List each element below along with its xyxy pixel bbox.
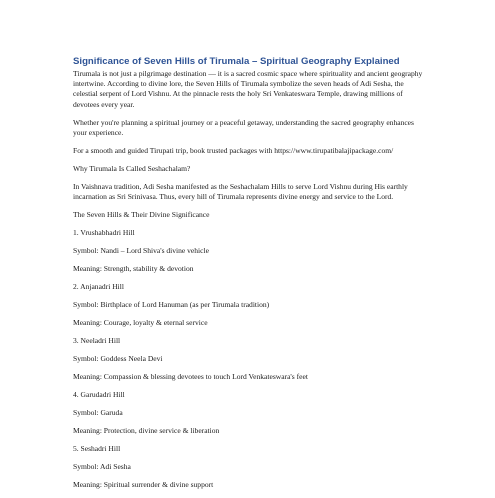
seshachalam-heading: Why Tirumala Is Called Seshachalam?: [73, 163, 191, 173]
hill-5-name: 5. Seshadri Hill: [73, 444, 121, 454]
seshachalam-paragraph: In Vaishnava tradition, Adi Sesha manifested as the Seshachalam Hills to serve Lord Vishnu during His earthly incarnation as Sri Srinivasa. Thus, every hill of Tirumala represents divine energy and service to the Lord.: [73, 181, 408, 202]
hill-2-meaning: Meaning: Courage, loyalty & eternal service: [73, 318, 208, 328]
hill-3-meaning: Meaning: Compassion & blessing devotees to touch Lord Venkateswara's feet: [73, 372, 308, 382]
hill-5-meaning: Meaning: Spiritual surrender & divine support: [73, 480, 214, 490]
hill-5-symbol: Symbol: Adi Sesha: [73, 462, 131, 472]
document-page: [73, 56, 425, 498]
booking-paragraph: For a smooth and guided Tirupati trip, book trusted packages with https://www.tirupatibalajipackage.com/: [73, 145, 394, 155]
document-title: Significance of Seven Hills of Tirumala – Spiritual Geography Explained: [73, 56, 400, 67]
hill-2-symbol: Symbol: Birthplace of Lord Hanuman (as per Tirumala tradition): [73, 300, 270, 310]
hill-4-symbol: Symbol: Garuda: [73, 408, 123, 418]
hill-3-name: 3. Neeladri Hill: [73, 336, 121, 346]
hill-4-name: 4. Garudadri Hill: [73, 390, 125, 400]
hill-3-symbol: Symbol: Goddess Neela Devi: [73, 354, 163, 364]
hill-4-meaning: Meaning: Protection, divine service & liberation: [73, 426, 220, 436]
hill-1-meaning: Meaning: Strength, stability & devotion: [73, 264, 194, 274]
hill-2-name: 2. Anjanadri Hill: [73, 282, 124, 292]
hill-1-name: 1. Vrushabhadri Hill: [73, 228, 135, 238]
seven-hills-heading: The Seven Hills & Their Divine Significance: [73, 210, 210, 220]
planning-paragraph: Whether you're planning a spiritual journey or a peaceful getaway, understanding the sacred geography enhances your experience.: [73, 117, 414, 137]
hill-1-symbol: Symbol: Nandi – Lord Shiva's divine vehicle: [73, 246, 209, 256]
intro-paragraph: Tirumala is not just a pilgrimage destination — it is a sacred cosmic space where spirituality and ancient geography intertwine. According to divine lore, the Seven Hills of Tirumala symbolize the seven heads of Adi Sesha, the celestial serpent of Lord Vishnu. At the pinnacle rests the holy Sri Venkateswara Temple, drawing millions of devotees every year.: [73, 69, 423, 109]
